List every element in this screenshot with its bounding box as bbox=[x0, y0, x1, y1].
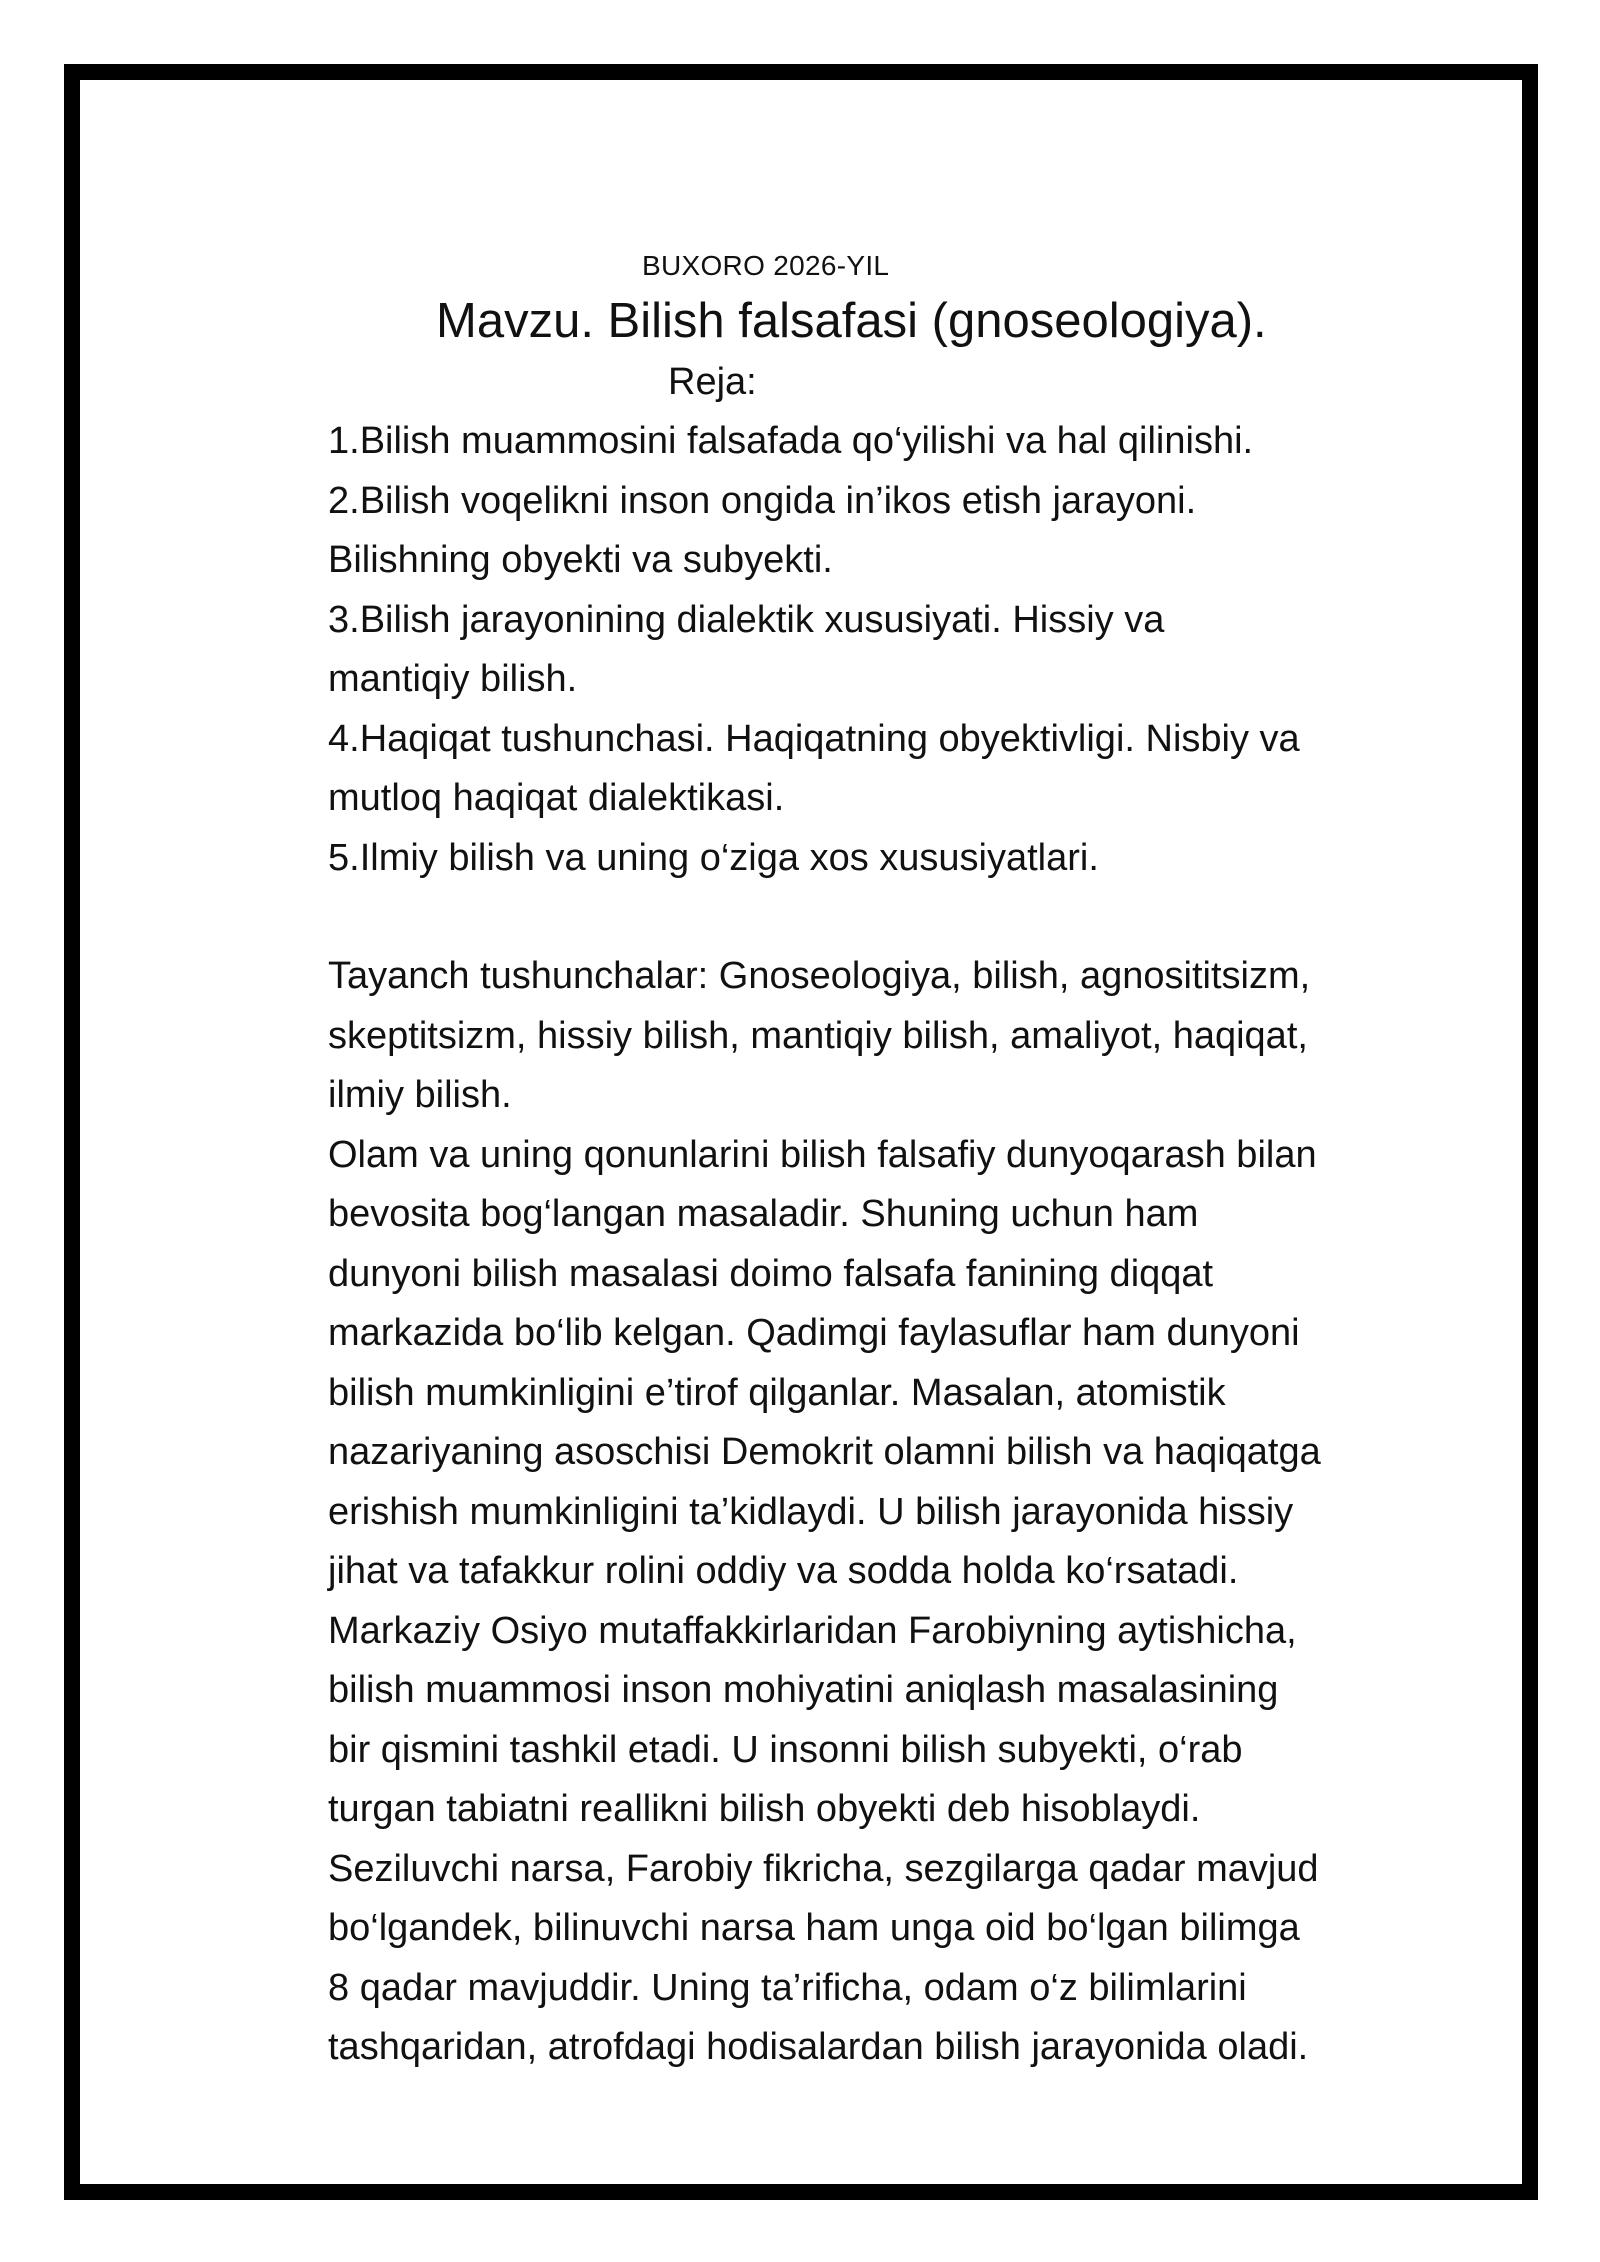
body-line: erishish mumkinligini ta’kidlaydi. U bilish jarayonida hissiy bbox=[328, 1490, 1294, 1533]
plan-item: 4.Haqiqat tushunchasi. Haqiqatning obyektivligi. Nisbiy va bbox=[328, 717, 1300, 760]
plan-item: 3.Bilish jarayonining dialektik xususiyati. Hissiy va bbox=[328, 598, 1165, 641]
body-line: Seziluvchi narsa, Farobiy fikricha, sezgilarga qadar mavjud bbox=[328, 1847, 1319, 1890]
body-line: skeptitsizm, hissiy bilish, mantiqiy bilish, amaliyot, haqiqat, bbox=[328, 1014, 1308, 1057]
body-line: dunyoni bilish masalasi doimo falsafa fanining diqqat bbox=[328, 1252, 1214, 1295]
paragraph-gap bbox=[328, 888, 1508, 947]
body-line: Markaziy Osiyo mutaffakkirlaridan Farobiyning aytishicha, bbox=[328, 1609, 1297, 1652]
body-text bbox=[328, 947, 1508, 2078]
body-line: nazariyaning asoschisi Demokrit olamni bilish va haqiqatga bbox=[328, 1431, 1321, 1473]
body-line: tashqaridan, atrofdagi hodisalardan bilish jarayonida oladi. bbox=[328, 2026, 1309, 2068]
body-line: 8 qadar mavjuddir. Uning ta’rificha, odam o‘z bilimlarini bbox=[328, 1966, 1247, 2009]
plan-item: mutloq haqiqat dialektikasi. bbox=[328, 777, 785, 819]
plan-item: mantiqiy bilish. bbox=[328, 658, 578, 700]
body-line: markazida bo‘lib kelgan. Qadimgi faylasuflar ham dunyoni bbox=[328, 1312, 1300, 1354]
plan-item: 5.Ilmiy bilish va uning o‘ziga xos xususiyatlari. bbox=[328, 836, 1099, 879]
plan-item: 2.Bilish voqelikni inson ongida in’ikos etish jarayoni. bbox=[328, 479, 1197, 522]
body-line: bilish mumkinligini e’tirof qilganlar. Masalan, atomistik bbox=[328, 1371, 1226, 1414]
body-line: turgan tabiatni reallikni bilish obyekti deb hisoblaydi. bbox=[328, 1788, 1201, 1830]
plan-label: Reja: bbox=[668, 361, 757, 403]
body-line: jihat va tafakkur rolini oddiy va sodda holda ko‘rsatadi. bbox=[328, 1550, 1239, 1592]
header-city-year: BUXORO 2026-YIL bbox=[642, 250, 890, 281]
body-line: ilmiy bilish. bbox=[328, 1074, 512, 1116]
plan-item: Bilishning obyekti va subyekti. bbox=[328, 539, 833, 581]
body-line: bevosita bog‘langan masaladir. Shuning uchun ham bbox=[328, 1193, 1199, 1235]
body-line: bo‘lgandek, bilinuvchi narsa ham unga oid bo‘lgan bilimga bbox=[328, 1907, 1300, 1949]
plan-item: 1.Bilish muammosini falsafada qo‘yilishi va hal qilinishi. bbox=[328, 420, 1254, 462]
body-line: bir qismini tashkil etadi. U insonni bilish subyekti, o‘rab bbox=[328, 1728, 1243, 1771]
body-line: bilish muammosi inson mohiyatini aniqlash masalasining bbox=[328, 1669, 1279, 1711]
plan-list bbox=[328, 412, 1508, 888]
document-content bbox=[328, 248, 1508, 2078]
body-line: Tayanch tushunchalar: Gnoseologiya, bilish, agnosititsizm, bbox=[328, 955, 1311, 997]
body-line: Olam va uning qonunlarini bilish falsafiy dunyoqarash bilan bbox=[328, 1133, 1317, 1176]
document-title: Mavzu. Bilish falsafasi (gnoseologiya). bbox=[436, 294, 1267, 348]
